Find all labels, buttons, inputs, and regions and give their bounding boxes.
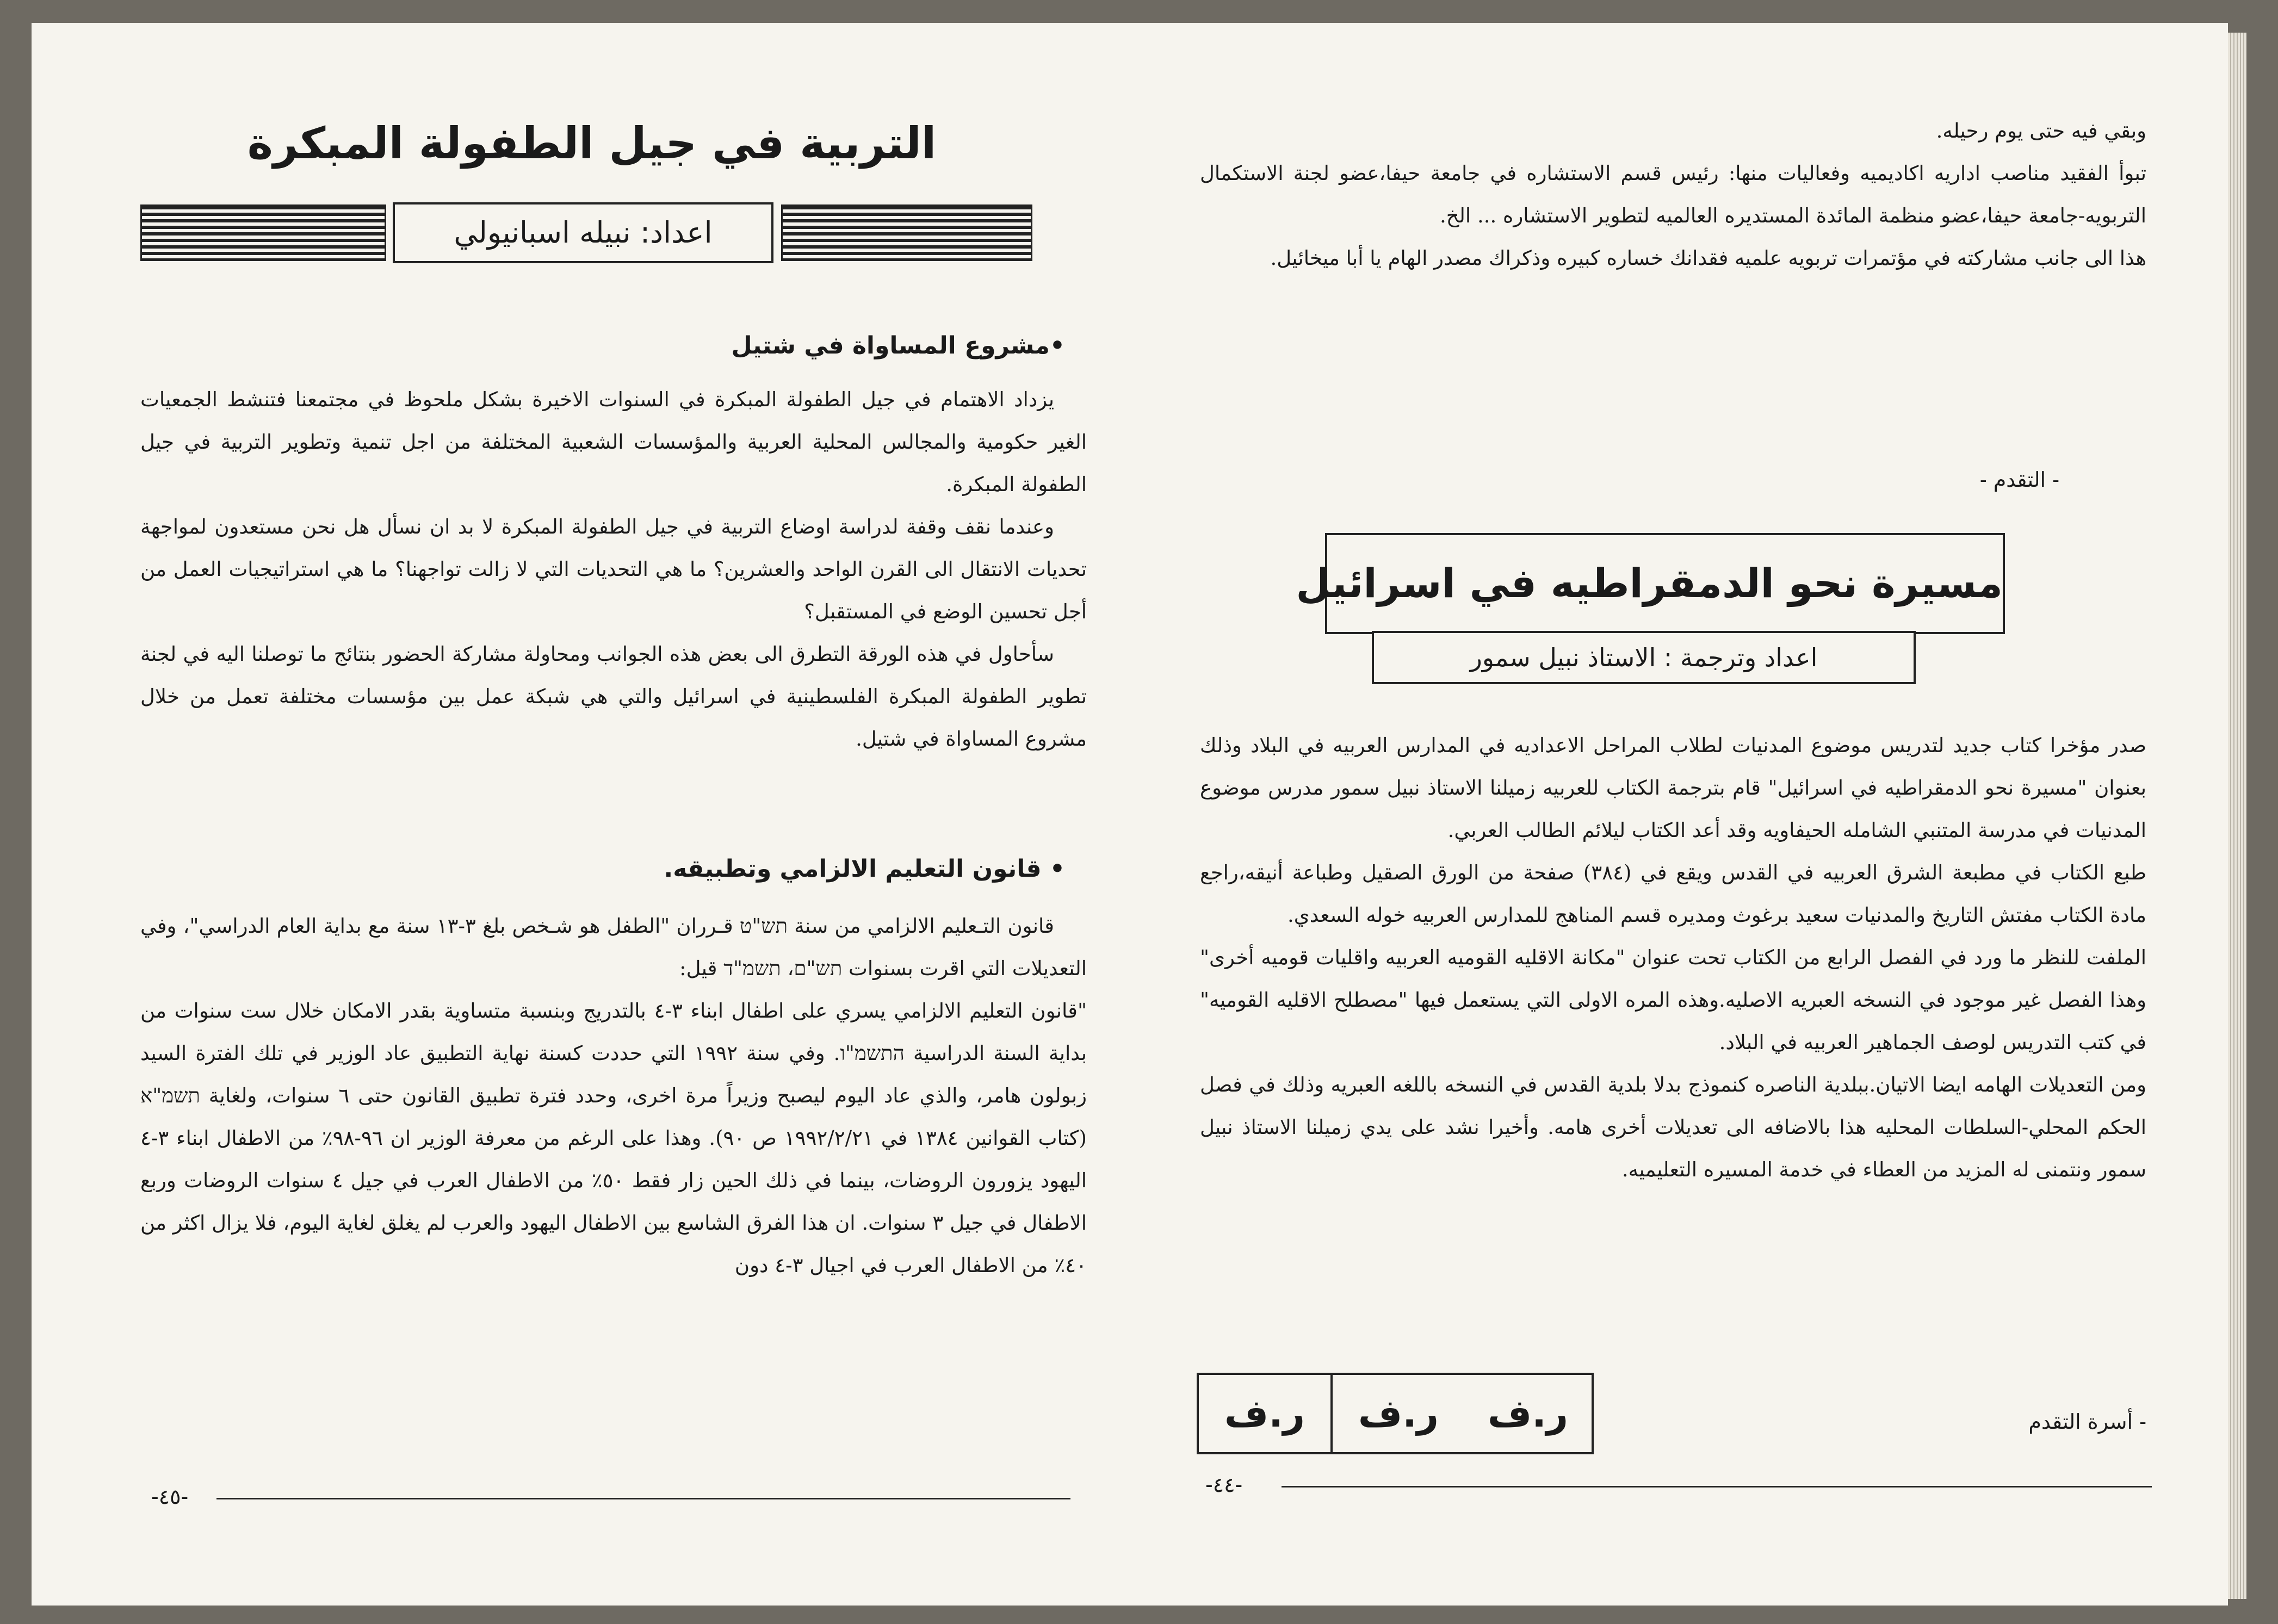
page-44 — [1135, 23, 2228, 1606]
section-body-equality — [140, 379, 1087, 760]
paragraph: قانون التـعليم الالزامي من سنة תש"ט قـرران "الطفل هو شـخص بلغ ٣-١٣ سنة مع بداية العام الدراسي"، وفي التعديلات التي اقرت بسنوات תש"ם، תשמ"ד قيل: — [140, 914, 1087, 980]
section-heading-equality: •مشروع المساواة في شتيل — [731, 332, 1065, 359]
rf-cell: ر.ف — [1330, 1375, 1464, 1452]
article-title: التربية في جيل الطفولة المبكرة — [247, 118, 937, 169]
paragraph: صدر مؤخرا كتاب جديد لتدريس موضوع المدنيات لطلاب المراحل الاعداديه في المدارس العربيه في البلاد وذلك بعنوان "مسيرة نحو الدمقراطيه في اسرائيل" قام بترجمة الكتاب للعربيه زميلنا الاستاذ نبيل سمور مدرس موضوع المدنيات في مدرسة المتنبي الشامله الحيفاويه وقد أعد الكتاب ليلائم الطالب العربي. — [1200, 734, 2146, 842]
rf-cell: ر.ف — [1199, 1375, 1333, 1452]
paragraph: سأحاول في هذه الورقة التطرق الى بعض هذه الجوانب ومحاولة مشاركة الحضور بنتائج ما توصلنا اليه في لجنة تطوير الطفولة المبكرة الفلسطينية في اسرائيل والتي هي شبكة عمل بين مؤسسات مختلفة تعمل من خلال مشروع المساواة في شتيل. — [140, 642, 1087, 751]
section-body-compulsory-law — [140, 905, 1087, 1287]
signature-family: - أسرة التقدم — [2028, 1410, 2146, 1434]
footer-rule — [1282, 1486, 2152, 1487]
author-name: اعداد: نبيله اسبانيولي — [454, 215, 713, 250]
paragraph: تبوأ الفقيد مناصب اداريه اكاديميه وفعاليات منها: رئيس قسم الاستشاره في جامعة حيفا،عضو لجنة الاستكمال التربويه-جامعة حيفا،عضو منظمة المائدة المستديره العالميه لتطوير الاستشاره ... الخ. — [1200, 162, 2146, 227]
section-heading-compulsory-law: • قانون التعليم الالزامي وتطبيقه. — [664, 855, 1065, 883]
rf-cell: ر.ف — [1487, 1391, 1569, 1436]
article-byline: اعداد وترجمة : الاستاذ نبيل سمور — [1470, 643, 1818, 672]
paragraph: "قانون التعليم الالزامي يسري على اطفال ابناء ٣-٤ بالتدريج وبنسبة متساوية بقدر الامكان خلال ست سنوات من بداية السنة الدراسية התשמ"ו. وفي سنة ١٩٩٢ التي حددت كسنة نهاية التطبيق عاد الوزير في تلك الفترة السيد زبولون هامر، والذي عاد اليوم ليصبح وزيراً مرة اخرى، وحدد فترة تطبيق القانون حتى ٦ سنوات، ولغاية תשמ"א (كتاب القوانين ١٣٨٤ في ١٩٩٢/٢/٢١ ص ٩٠). وهذا على الرغم من معرفة الوزير ان ٩٦-٩٨٪ من الاطفال ابناء ٣-٤ اليهود يزورون الروضات، بينما في ذلك الحين زار فقط ٥٠٪ من الاطفال العرب في جيل ٤ سنوات الروضات وربع الاطفال في جيل ٣ سنوات. ان هذا الفرق الشاسع بين الاطفال اليهود والعرب لم يغلق لغاية اليوم، فلا يزال اكثر من ٤٠٪ من الاطفال العرب في اجيال ٣-٤ دون — [140, 999, 1087, 1277]
byline-box — [1372, 631, 1916, 684]
intro-section — [1200, 110, 2146, 280]
signature-taqaddum: - التقدم - — [1979, 468, 2059, 492]
page-number: -٤٤- — [1205, 1473, 1243, 1497]
page-number: -٤٥- — [151, 1485, 189, 1509]
author-box — [393, 202, 773, 263]
article-title: مسيرة نحو الدمقراطيه في اسرائيل — [1296, 560, 2003, 607]
intro-line: وبقي فيه حتى يوم رحيله. — [1936, 119, 2146, 142]
decorative-bar-left — [140, 204, 386, 261]
paragraph: طبع الكتاب في مطبعة الشرق العربيه في القدس ويقع في (٣٨٤) صفحة من الورق الصقيل وطباعة أنيقه،راجع مادة الكتاب مفتش التاريخ والمدنيات سعيد برغوث ومديره قسم المناهج للمدارس العربيه خوله السعدي. — [1200, 861, 2146, 927]
decorative-bar-right — [781, 204, 1032, 261]
page-edges — [2228, 33, 2246, 1599]
paragraph: يزداد الاهتمام في جيل الطفولة المبكرة في السنوات الاخيرة بشكل ملحوظ في مجتمعنا فتنشط الجمعيات الغير حكومية والمجالس المحلية العربية والمؤسسات الشعبية المختلفة من اجل تنمية وتطوير التربية في جيل الطفولة المبكرة. — [140, 388, 1087, 496]
page-45 — [32, 23, 1135, 1606]
article-body — [1200, 724, 2146, 1191]
paragraph: وعندما نقف وقفة لدراسة اوضاع التربية في جيل الطفولة المبكرة لا بد ان نسأل هل نحن مستعدون لمواجهة تحديات الانتقال الى القرن الواحد والعشرين؟ ما هي التحديات التي لا زالت تواجهنا؟ ما هي استراتيجيات العمل من أجل تحسين الوضع في المستقبل؟ — [140, 515, 1087, 623]
paragraph: الملفت للنظر ما ورد في الفصل الرابع من الكتاب تحت عنوان "مكانة الاقليه القوميه العربيه واقليات قوميه أخرى" وهذا الفصل غير موجود في النسخه العبريه الاصليه.وهذه المره الاولى التي يستعمل فيها "مصطلح الاقليه القوميه" في كتب التدريس لوصف الجماهير العربيه في البلاد. — [1200, 946, 2146, 1054]
paragraph: ومن التعديلات الهامه ايضا الاتيان.ببلدية الناصره كنموذج بدلا بلدية القدس في النسخه باللغه العبريه وذلك في فصل الحكم المحلي-السلطات المحليه هذا بالاضافه الى تعديلات أخرى هامه. وأخيرا نشد على يدي زميلنا الاستاذ نبيل سمور ونتمنى له المزيد من العطاء في خدمة المسيره التعليميه. — [1200, 1073, 2146, 1181]
footer-rule — [216, 1498, 1070, 1499]
paragraph: هذا الى جانب مشاركته في مؤتمرات تربويه علميه فقدانك خساره كبيره وذكراك مصدر الهام يا أبا ميخائيل. — [1270, 246, 2146, 270]
rf-box — [1197, 1373, 1594, 1454]
article-title-box — [1296, 533, 2005, 634]
